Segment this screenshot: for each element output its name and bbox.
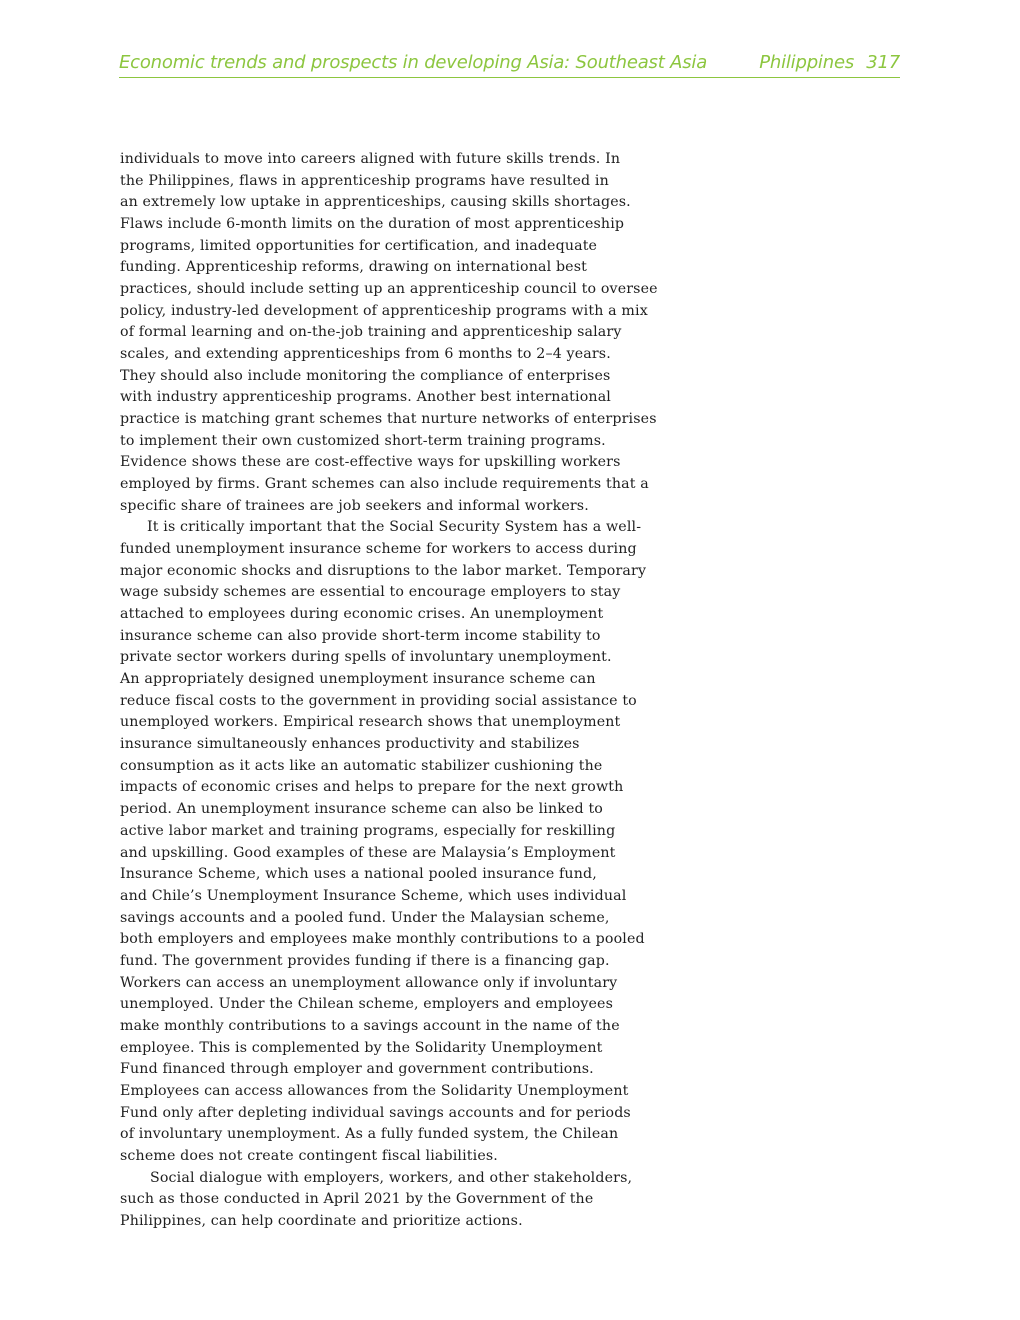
text-line: of involuntary unemployment. As a fully funded system, the Chilean <box>120 1126 619 1143</box>
text-line: An appropriately designed unemployment insurance scheme can <box>120 671 596 688</box>
text-line: make monthly contributions to a savings account in the name of the <box>120 1017 620 1034</box>
header-title: Economic trends and prospects in developing Asia: Southeast Asia <box>119 52 708 73</box>
text-line: programs, limited opportunities for certification, and inadequate <box>120 237 598 254</box>
text-line: wage subsidy schemes are essential to encourage employers to stay <box>120 584 621 601</box>
text-line: an extremely low uptake in apprenticeships, causing skills shortages. <box>120 194 631 211</box>
header-chapter: Philippines <box>759 52 854 73</box>
text-line: with industry apprenticeship programs. Another best international <box>120 389 611 406</box>
text-line: scales, and extending apprenticeships from 6 months to 2–4 years. <box>120 346 611 363</box>
text-line: unemployed. Under the Chilean scheme, employers and employees <box>120 996 614 1013</box>
text-line: individuals to move into careers aligned with future skills trends. In <box>120 151 621 167</box>
text-line: active labor market and training programs, especially for reskilling <box>120 822 616 839</box>
text-line: Insurance Scheme, which uses a national pooled insurance fund, <box>120 866 597 883</box>
text-line: impacts of economic crises and helps to prepare for the next growth <box>120 779 624 796</box>
text-line: such as those conducted in April 2021 by the Government of the <box>120 1191 594 1208</box>
text-line: Fund financed through employer and government contributions. <box>120 1061 594 1078</box>
running-header <box>119 50 900 78</box>
text-line: period. An unemployment insurance scheme can also be linked to <box>120 801 603 818</box>
text-line: practice is matching grant schemes that nurture networks of enterprises <box>120 411 657 428</box>
text-line: to implement their own customized short-term training programs. <box>120 432 606 449</box>
text-line: funding. Apprenticeship reforms, drawing on international best <box>120 259 587 276</box>
page-number: 317 <box>866 52 900 73</box>
text-line: of formal learning and on-the-job training and apprenticeship salary <box>120 324 622 341</box>
text-line: funded unemployment insurance scheme for workers to access during <box>120 541 637 558</box>
text-line: and Chile’s Unemployment Insurance Scheme, which uses individual <box>120 887 627 904</box>
text-line: scheme does not create contingent fiscal liabilities. <box>120 1147 498 1164</box>
text-line: Employees can access allowances from the Solidarity Unemployment <box>120 1082 629 1099</box>
text-line: They should also include monitoring the compliance of enterprises <box>120 367 611 384</box>
text-line: savings accounts and a pooled fund. Under the Malaysian scheme, <box>120 909 610 926</box>
text-line: policy, industry-led development of apprenticeship programs with a mix <box>120 302 648 319</box>
text-line: Fund only after depleting individual savings accounts and for periods <box>120 1104 631 1121</box>
text-line: consumption as it acts like an automatic stabilizer cushioning the <box>120 757 603 774</box>
text-line: insurance scheme can also provide short-term income stability to <box>120 627 601 644</box>
text-line: fund. The government provides funding if there is a financing gap. <box>120 952 610 969</box>
text-line: Philippines, can help coordinate and prioritize actions. <box>120 1212 523 1229</box>
paragraph-start-line: It is critically important that the Social Security System has a well- <box>147 519 642 536</box>
text-line: private sector workers during spells of involuntary unemployment. <box>120 649 612 666</box>
text-line: attached to employees during economic crises. An unemployment <box>120 606 604 623</box>
text-line: the Philippines, flaws in apprenticeship programs have resulted in <box>120 172 609 189</box>
text-line: insurance simultaneously enhances productivity and stabilizes <box>120 736 580 753</box>
body-text <box>120 149 658 1233</box>
text-line: Workers can access an unemployment allowance only if involuntary <box>120 974 618 991</box>
text-line: reduce fiscal costs to the government in providing social assistance to <box>120 692 637 709</box>
text-line: Evidence shows these are cost-effective ways for upskilling workers <box>120 454 621 471</box>
text-line: employed by firms. Grant schemes can also include requirements that a <box>120 476 649 493</box>
text-line: practices, should include setting up an apprenticeship council to oversee <box>120 281 658 298</box>
paragraph-start-line: Social dialogue with employers, workers, and other stakeholders, <box>150 1169 633 1186</box>
text-line: employee. This is complemented by the Solidarity Unemployment <box>120 1039 603 1056</box>
text-line: specific share of trainees are job seekers and informal workers. <box>120 497 589 514</box>
text-line: unemployed workers. Empirical research shows that unemployment <box>120 714 621 731</box>
text-line: and upskilling. Good examples of these are Malaysia’s Employment <box>120 844 616 861</box>
text-line: Flaws include 6-month limits on the duration of most apprenticeship <box>120 216 625 233</box>
text-line: both employers and employees make monthly contributions to a pooled <box>120 931 645 948</box>
text-line: major economic shocks and disruptions to the labor market. Temporary <box>120 562 647 579</box>
